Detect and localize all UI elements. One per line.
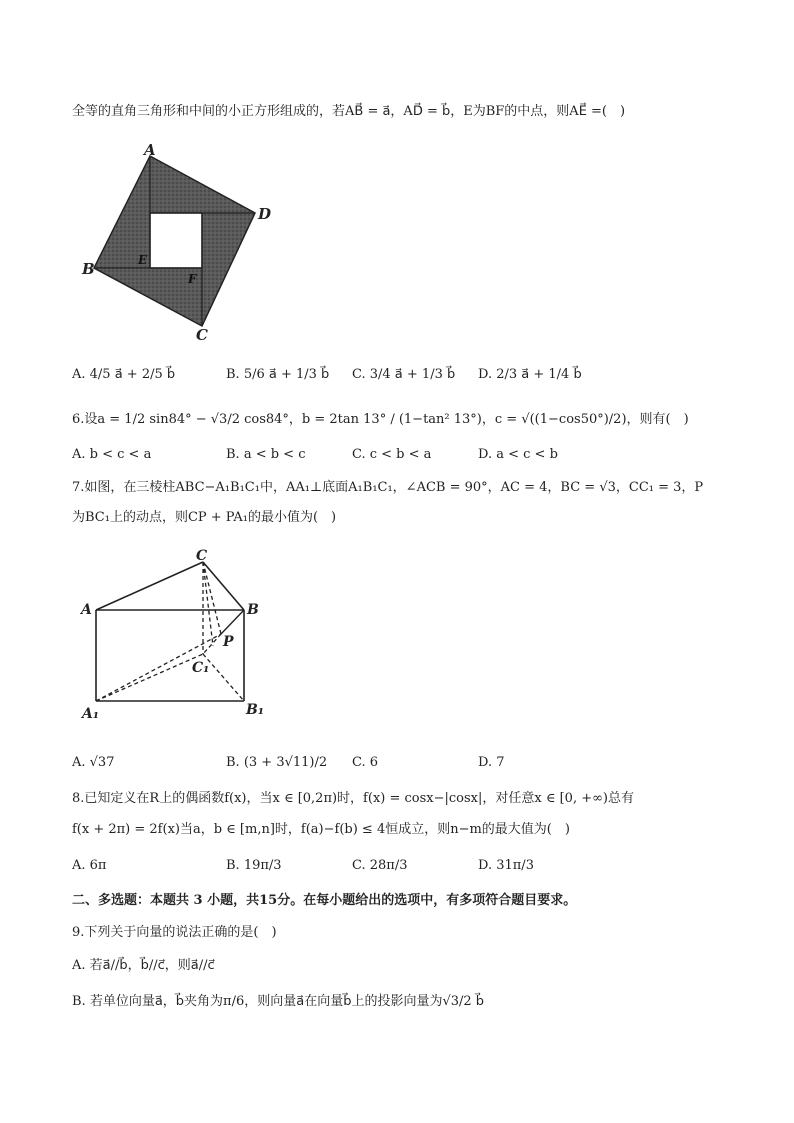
- q7-option-a[interactable]: A. √37: [72, 755, 115, 770]
- q7-label-P: P: [223, 634, 234, 650]
- q7-label-A: A: [81, 602, 92, 618]
- q8-option-a[interactable]: A. 6π: [72, 858, 107, 873]
- q5-option-c[interactable]: C. 3/4 a⃗ + 1/3 b⃗: [352, 367, 456, 382]
- q8-options: [72, 858, 732, 878]
- q5-options: [72, 367, 732, 387]
- inner-square: [150, 213, 202, 268]
- q5-label-A: A: [144, 141, 156, 159]
- q5-option-b[interactable]: B. 5/6 a⃗ + 1/3 b⃗: [226, 367, 330, 382]
- q7-option-c[interactable]: C. 6: [352, 755, 379, 770]
- q5-option-d[interactable]: D. 2/3 a⃗ + 1/4 b⃗: [478, 367, 582, 382]
- q7-figure: [78, 548, 278, 726]
- q7-stem-line1: 7.如图，在三棱柱ABC−A₁B₁C₁中，AA₁⊥底面A₁B₁C₁，∠ACB = 90°，AC = 4，BC = √3，CC₁ = 3，P: [72, 480, 704, 495]
- q6-stem: 6.设a = 1/2 sin84° − √3/2 cos84°，b = 2tan 13° / (1−tan² 13°)，c = √((1−cos50°)/2)，则有( ): [72, 412, 689, 427]
- q5-label-F: F: [188, 272, 197, 286]
- q8-option-c[interactable]: C. 28π/3: [352, 858, 408, 873]
- section-2-title: 二、多选题：本题共 3 小题，共15分。在每小题给出的选项中，有多项符合题目要求。: [72, 893, 577, 908]
- q7-options: [72, 755, 732, 775]
- q6-option-a[interactable]: A. b < c < a: [72, 447, 152, 462]
- q7-option-d[interactable]: D. 7: [478, 755, 505, 770]
- q8-option-b[interactable]: B. 19π/3: [226, 858, 282, 873]
- q7-label-A1: A₁: [82, 706, 99, 722]
- q5-label-C: C: [196, 326, 208, 343]
- q7-label-C1: C₁: [192, 660, 210, 676]
- q5-stem: 全等的直角三角形和中间的小正方形组成的，若AB⃗ = a⃗，AD⃗ = b⃗，E为BF的中点，则AE⃗ =( ): [72, 104, 626, 119]
- q5-option-a[interactable]: A. 4/5 a⃗ + 2/5 b⃗: [72, 367, 176, 382]
- q6-option-b[interactable]: B. a < b < c: [226, 447, 306, 462]
- q5-label-D: D: [258, 205, 272, 223]
- q9-option-b[interactable]: B. 若单位向量a⃗，b⃗夹角为π/6，则向量a⃗在向量b⃗上的投影向量为√3/2 b⃗: [72, 994, 485, 1009]
- q9-option-a[interactable]: A. 若a⃗//b⃗，b⃗//c⃗，则a⃗//c⃗: [72, 958, 215, 973]
- q7-option-b[interactable]: B. (3 + 3√11)/2: [226, 755, 328, 770]
- q8-stem-line2: f(x + 2π) = 2f(x)当a，b ∈ [m,n]时，f(a)−f(b) ≤ 4恒成立，则n−m的最大值为( ): [72, 822, 570, 837]
- q7-label-B1: B₁: [246, 702, 264, 718]
- q8-stem-line1: 8.已知定义在R上的偶函数f(x)，当x ∈ [0,2π)时，f(x) = cosx−|cosx|，对任意x ∈ [0, +∞)总有: [72, 791, 634, 806]
- q8-option-d[interactable]: D. 31π/3: [478, 858, 534, 873]
- q6-option-c[interactable]: C. c < b < a: [352, 447, 432, 462]
- q6-options: [72, 447, 732, 467]
- q7-label-B: B: [247, 602, 259, 618]
- q7-stem-line2: 为BC₁上的动点，则CP + PA₁的最小值为( ): [72, 510, 337, 525]
- q6-option-d[interactable]: D. a < c < b: [478, 447, 558, 462]
- q5-label-E: E: [138, 253, 148, 267]
- q9-stem: 9.下列关于向量的说法正确的是( ): [72, 925, 277, 940]
- q5-figure: [80, 138, 280, 343]
- q7-label-C: C: [196, 548, 208, 564]
- q5-label-B: B: [82, 260, 95, 278]
